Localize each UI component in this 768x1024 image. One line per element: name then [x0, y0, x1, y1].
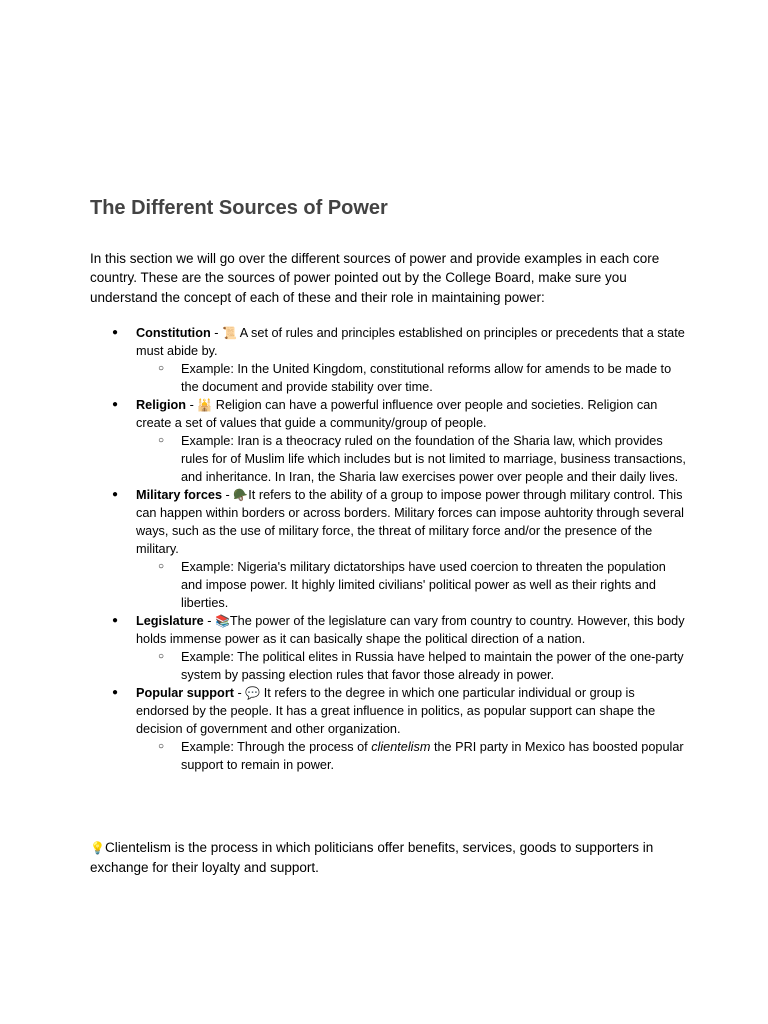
source-name: Military forces [136, 488, 223, 502]
list-item-popular-support [90, 684, 690, 774]
example-list [136, 648, 690, 684]
source-description: It refers to the ability of a group to impose power through military control. This can happen within borders or across borders. Military forces can impose auhtority through several ways, such as the use of military force, the threat of military force and/or the presence of the military. [136, 488, 684, 556]
intro-paragraph: In this section we will go over the different sources of power and provide examples in each core country. These are the sources of power pointed out by the College Board, make sure you understand the concept of each of these and their role in maintaining power: [90, 251, 660, 305]
list-item-constitution [90, 324, 690, 396]
example-item: ○ Example: Nigeria's military dictatorships have used coercion to threaten the population and impose power. It highly limited civilians' political power as well as their rights and liberties. [136, 558, 690, 612]
source-name: Religion [136, 398, 187, 412]
example-text-end: the PRI party in Mexico has boosted popular support to remain in power. [181, 740, 684, 772]
example-list [136, 360, 690, 396]
separator: - [222, 488, 234, 502]
military-helmet-icon: 🪖 [233, 488, 249, 502]
source-name: Legislature [136, 614, 204, 628]
separator: - [203, 614, 215, 628]
example-emphasis: clientelism [371, 740, 431, 754]
separator: - [186, 398, 198, 412]
lightbulb-icon: 💡 [90, 841, 105, 855]
example-item: ○ Example: In the United Kingdom, constitutional reforms allow for amends to be made to the document and provide stability over time. [136, 360, 690, 396]
books-icon: 📚 [214, 614, 230, 628]
example-text-start: Example: Through the process of [181, 740, 372, 754]
list-item-religion [90, 396, 690, 486]
source-description: Religion can have a powerful influence over people and societies. Religion can create a set of values that guide a community/group of people. [136, 398, 658, 430]
list-item-legislature [90, 612, 690, 684]
clientelism-note-text: Clientelism is the process in which politicians offer benefits, services, goods to supporters in exchange for their loyalty and support. [90, 840, 654, 876]
sources-list [90, 324, 690, 774]
example-item: ○ Example: Iran is a theocracy ruled on the foundation of the Sharia law, which provides rules for of Muslim life which includes but is not limited to marriage, business transactions, and inheritance. In Iran, the Sharia law exercises power over people and their daily lives. [136, 432, 690, 486]
source-description: The power of the legislature can vary from country to country. However, this body holds immense power as it can basically shape the political direction of a nation. [136, 614, 685, 646]
example-item [136, 738, 690, 774]
clientelism-note [90, 838, 682, 878]
source-description: It refers to the degree in which one particular individual or group is endorsed by the people. It has a great influence in politics, as popular support can shape the decision of government and other organization. [136, 686, 656, 736]
speech-bubble-icon: 💬 [245, 686, 261, 700]
list-item-military-forces [90, 486, 690, 612]
separator: - [210, 326, 222, 340]
example-list [136, 738, 690, 774]
source-description: A set of rules and principles established on principles or precedents that a state must abide by. [136, 326, 685, 358]
source-name: Constitution [136, 326, 211, 340]
page-title: The Different Sources of Power [90, 197, 388, 219]
example-item: ○ Example: The political elites in Russia have helped to maintain the power of the one-party system by passing election rules that favor those already in power. [136, 648, 690, 684]
mosque-icon: 🕌 [197, 398, 213, 412]
source-name: Popular support [136, 686, 234, 700]
example-list [136, 432, 690, 486]
scroll-icon: 📜 [221, 326, 237, 340]
example-list [136, 558, 690, 612]
separator: - [233, 686, 246, 700]
